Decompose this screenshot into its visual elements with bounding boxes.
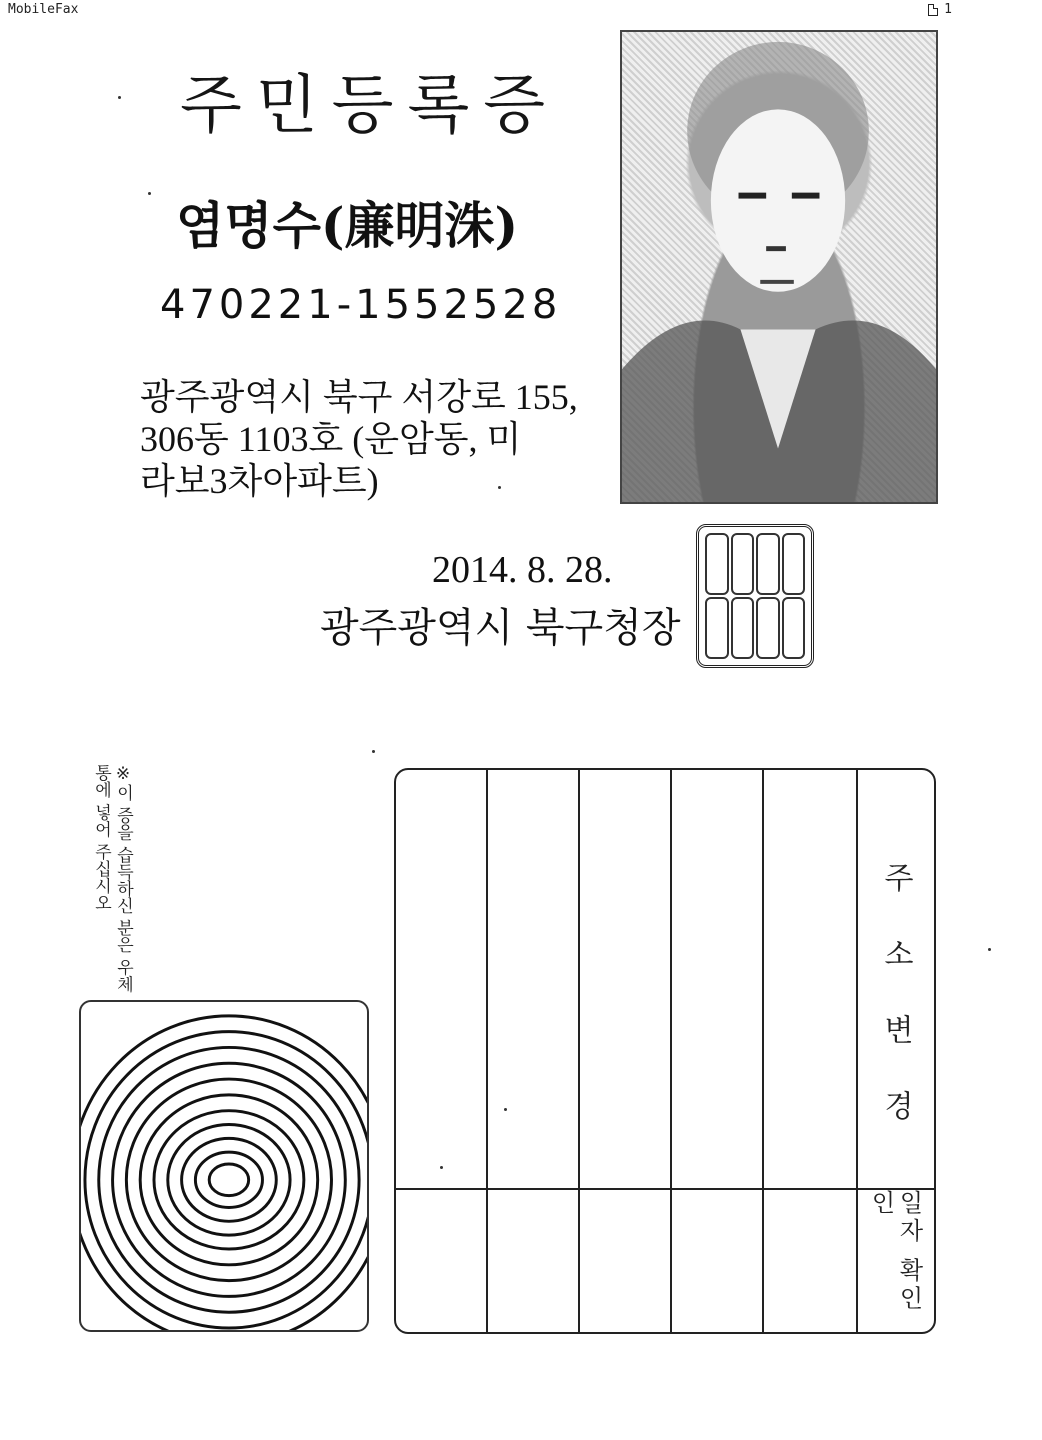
address-block [140, 376, 590, 502]
card-title: 주민등록증 [180, 69, 560, 143]
address-line: 광주광역시 북구 서강로 155, [140, 377, 578, 417]
issue-date: 2014. 8. 28. [432, 549, 613, 591]
holder-name: 염명수(廉明洙) [176, 196, 519, 255]
resident-registration-number: 470221-1552528 [160, 282, 562, 328]
page-icon [928, 4, 938, 16]
address-change-header: 주소변경 [878, 862, 913, 1166]
found-card-notice: ※이 증을 습득하신 분은 우체통에 넣어 주십시오 [91, 764, 133, 993]
address-line: 라보3차아파트) [140, 461, 379, 501]
address-change-table [394, 768, 936, 1334]
issuer-name: 광주광역시 북구청장 [320, 605, 681, 651]
holder-photo [620, 30, 938, 504]
address-line: 306동 1103호 (운암동, 미 [140, 419, 522, 459]
date-confirmation-header: 일자 확인인 [867, 1190, 923, 1314]
official-seal [696, 524, 814, 668]
fingerprint [79, 1000, 369, 1332]
fax-app-name: MobileFax [8, 2, 79, 17]
fax-page-number: 1 [944, 2, 952, 17]
fax-page-indicator [928, 2, 952, 17]
